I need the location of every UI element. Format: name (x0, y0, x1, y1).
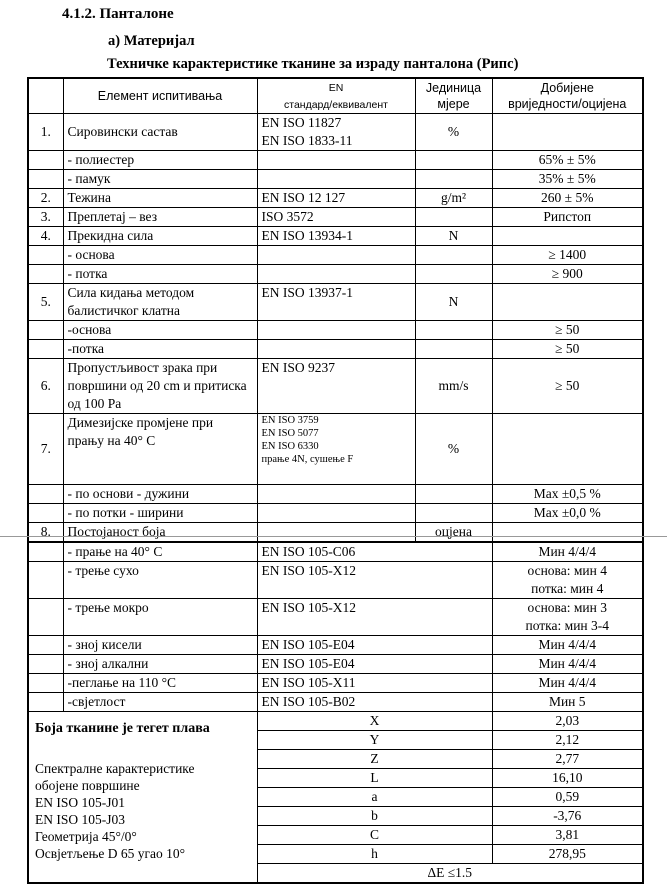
row-element: - зној кисели (63, 636, 257, 655)
row-value: ≥ 50 (492, 340, 643, 359)
row-number: 8. (28, 523, 63, 543)
row-unit (415, 151, 492, 170)
row-number: 4. (28, 227, 63, 246)
row-element: - основа (63, 246, 257, 265)
spectral-value: 3,81 (492, 826, 643, 845)
table-row (28, 542, 643, 562)
row-number: 7. (28, 414, 63, 485)
header-unit-2: мјере (437, 97, 470, 111)
spectral-key: Z (257, 750, 492, 769)
row-unit (415, 208, 492, 227)
row-element: - по основи - дужини (63, 485, 257, 504)
table-row (28, 562, 643, 599)
row-standard: EN ISO 13934-1 (257, 227, 415, 246)
table-row (28, 227, 643, 246)
row-standard (257, 523, 415, 543)
color-note-line: EN ISO 105-J01 (35, 795, 125, 810)
row-standard: ISO 3572 (257, 208, 415, 227)
row-value (492, 114, 643, 151)
row-standard (257, 151, 415, 170)
row-unit: g/m² (415, 189, 492, 208)
spectral-value: 2,77 (492, 750, 643, 769)
row-standard (257, 246, 415, 265)
header-row (28, 78, 643, 114)
spectral-value: 2,03 (492, 712, 643, 731)
header-en-sub: стандард/еквивалент (284, 99, 388, 111)
spectral-key: b (257, 807, 492, 826)
row-unit (415, 485, 492, 504)
spectral-key: C (257, 826, 492, 845)
row-standard (257, 504, 415, 523)
header-result-2: вриједности/оцијена (508, 97, 627, 111)
row-value: Мин 4/4/4 (492, 542, 643, 562)
row-number (28, 265, 63, 284)
row-element: -основа (63, 321, 257, 340)
page-break-line (0, 536, 667, 537)
row-standard: EN ISO 3759 EN ISO 5077 EN ISO 6330 прање 4N, сушење F (257, 414, 415, 485)
row-standard: EN ISO 105-E04 (257, 655, 492, 674)
color-note-line: Геометрија 45°/0° (35, 829, 137, 844)
row-element: Прекидна сила (63, 227, 257, 246)
row-standard (257, 340, 415, 359)
table-row (28, 170, 643, 189)
row-standard: EN ISO 105-X12 (257, 599, 492, 636)
table-row (28, 414, 643, 485)
row-number (28, 562, 63, 599)
table-row (28, 693, 643, 712)
row-number: 2. (28, 189, 63, 208)
table-row (28, 359, 643, 414)
row-number (28, 170, 63, 189)
row-standard (257, 265, 415, 284)
header-result-1: Добијене (540, 81, 594, 95)
row-element: - полиестер (63, 151, 257, 170)
row-element: - потка (63, 265, 257, 284)
row-standard (257, 485, 415, 504)
row-value: ≥ 50 (492, 359, 643, 414)
row-unit: оцјена (415, 523, 492, 543)
row-element: - памук (63, 170, 257, 189)
row-value: Мин 4/4/4 (492, 674, 643, 693)
spectral-key: L (257, 769, 492, 788)
row-value (492, 414, 643, 485)
row-value: 65% ± 5% (492, 151, 643, 170)
row-value (492, 227, 643, 246)
table-row (28, 284, 643, 321)
spectral-key: h (257, 845, 492, 864)
row-value: ≥ 1400 (492, 246, 643, 265)
row-unit: N (415, 284, 492, 321)
row-element: Димезијске промјене при прању на 40° C (63, 414, 257, 485)
table-row (28, 246, 643, 265)
row-standard: EN ISO 11827 EN ISO 1833-11 (257, 114, 415, 151)
spectral-value: -3,76 (492, 807, 643, 826)
row-value: ≥ 50 (492, 321, 643, 340)
spectral-row (28, 712, 643, 731)
spec-table-top (27, 77, 644, 543)
row-element: Преплетај – вез (63, 208, 257, 227)
row-unit (415, 265, 492, 284)
row-unit (415, 321, 492, 340)
table-row (28, 504, 643, 523)
row-number (28, 693, 63, 712)
row-value: Мин 4/4/4 (492, 655, 643, 674)
row-value: Max ±0,0 % (492, 504, 643, 523)
row-number: 6. (28, 359, 63, 414)
row-element: Постојаност боја (63, 523, 257, 543)
table-row (28, 114, 643, 151)
row-number (28, 340, 63, 359)
header-unit-1: Јединица (425, 81, 482, 95)
row-element: Сила кидања методом балистичког клатна (63, 284, 257, 321)
row-number (28, 246, 63, 265)
header-result (492, 78, 643, 114)
row-value: Мин 5 (492, 693, 643, 712)
subsection-heading: а) Материјал (108, 33, 195, 49)
color-title: Боја тканине је тегет плава (35, 721, 210, 736)
row-element: Пропустљивост зрака при површини од 20 cm и притиска од 100 Pa (63, 359, 257, 414)
spectral-value: 278,95 (492, 845, 643, 864)
table-row (28, 189, 643, 208)
row-element: - трење мокро (63, 599, 257, 636)
row-number (28, 542, 63, 562)
table-row (28, 151, 643, 170)
table-row (28, 599, 643, 636)
table-row (28, 485, 643, 504)
row-element: -потка (63, 340, 257, 359)
section-heading: 4.1.2. Панталоне (62, 6, 174, 22)
row-number (28, 321, 63, 340)
row-standard: EN ISO 13937-1 (257, 284, 415, 321)
header-num (28, 78, 63, 114)
color-note-line: Спектралне карактеристике (35, 761, 195, 776)
row-unit (415, 246, 492, 265)
row-number (28, 655, 63, 674)
row-element: -пеглање на 110 °C (63, 674, 257, 693)
row-number: 1. (28, 114, 63, 151)
delta-e-value: ΔE ≤1.5 (257, 864, 643, 884)
header-standard (257, 78, 415, 114)
table-row (28, 655, 643, 674)
spec-table-bottom (27, 541, 644, 884)
spectral-value: 16,10 (492, 769, 643, 788)
table-row (28, 674, 643, 693)
table-row (28, 340, 643, 359)
row-element: - зној алкални (63, 655, 257, 674)
row-value: 260 ± 5% (492, 189, 643, 208)
row-element: - трење сухо (63, 562, 257, 599)
color-note-line: обојене површине (35, 778, 140, 793)
row-unit (415, 340, 492, 359)
table-title: Техничке карактеристике тканине за израду панталона (Рипс) (107, 56, 519, 72)
row-value (492, 523, 643, 543)
row-standard: EN ISO 105-X12 (257, 562, 492, 599)
row-value: Мин 4/4/4 (492, 636, 643, 655)
row-element: Сировински састав (63, 114, 257, 151)
row-element: -свјетлост (63, 693, 257, 712)
row-number (28, 485, 63, 504)
color-note-line: EN ISO 105-J03 (35, 812, 125, 827)
row-value: Рипстоп (492, 208, 643, 227)
row-element: - прање на 40° C (63, 542, 257, 562)
spectral-key: Y (257, 731, 492, 750)
table-row (28, 208, 643, 227)
row-unit: mm/s (415, 359, 492, 414)
row-number: 3. (28, 208, 63, 227)
row-element: - по потки - ширини (63, 504, 257, 523)
row-standard: EN ISO 9237 (257, 359, 415, 414)
color-note-line: Освјетљење D 65 угао 10° (35, 846, 185, 861)
row-unit: % (415, 114, 492, 151)
table-row (28, 265, 643, 284)
row-standard: EN ISO 105-X11 (257, 674, 492, 693)
row-value: ≥ 900 (492, 265, 643, 284)
row-number (28, 504, 63, 523)
row-standard: EN ISO 105-B02 (257, 693, 492, 712)
spectral-key: X (257, 712, 492, 731)
row-standard (257, 170, 415, 189)
row-value (492, 284, 643, 321)
table-row (28, 636, 643, 655)
header-unit (415, 78, 492, 114)
row-unit (415, 170, 492, 189)
row-unit: N (415, 227, 492, 246)
spectral-value: 0,59 (492, 788, 643, 807)
row-value: Max ±0,5 % (492, 485, 643, 504)
header-element: Елемент испитивања (63, 78, 257, 114)
row-value: основа: мин 4 потка: мин 4 (492, 562, 643, 599)
table-row (28, 321, 643, 340)
row-unit: % (415, 414, 492, 485)
row-number (28, 636, 63, 655)
row-number: 5. (28, 284, 63, 321)
color-description (28, 712, 257, 884)
spectral-value: 2,12 (492, 731, 643, 750)
table-row (28, 523, 643, 543)
row-number (28, 599, 63, 636)
spectral-key: a (257, 788, 492, 807)
row-unit (415, 504, 492, 523)
header-en: EN (328, 82, 344, 94)
row-standard: EN ISO 105-C06 (257, 542, 492, 562)
row-number (28, 151, 63, 170)
row-element: Тежина (63, 189, 257, 208)
row-standard: EN ISO 12 127 (257, 189, 415, 208)
row-value: основа: мин 3 потка: мин 3-4 (492, 599, 643, 636)
row-standard (257, 321, 415, 340)
row-value: 35% ± 5% (492, 170, 643, 189)
row-standard: EN ISO 105-E04 (257, 636, 492, 655)
row-number (28, 674, 63, 693)
